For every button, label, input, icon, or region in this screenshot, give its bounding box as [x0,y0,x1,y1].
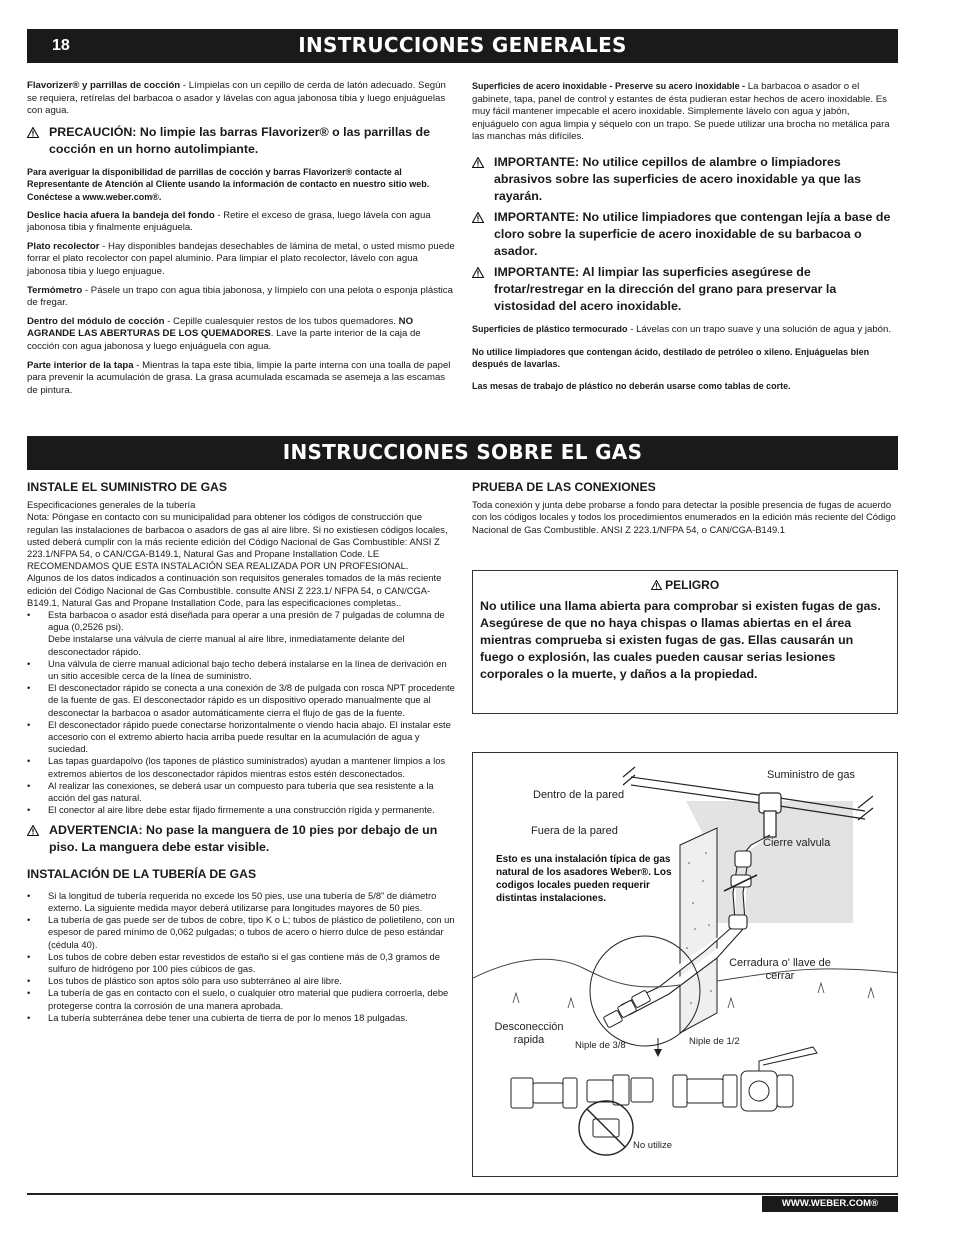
section-title: INSTRUCCIONES SOBRE EL GAS [282,440,643,464]
section-header-gas [27,436,898,470]
hose-coupling [603,990,651,1028]
label-nipple-12: Niple de 1/2 [689,1036,740,1047]
gas-installation-diagram [472,752,898,1177]
paragraph-flavorizer: Flavorizer® y parrillas de cocción - Límpielas con un cepillo de cerda de latón adecuado. Según se requiera, retírelas del barbacoa o asador y lávelas con agua jabonosa tibia y luego enjuáguelas con agua. [27,80,446,117]
warning-triangle-icon [651,580,662,590]
list-item: • La tubería subterránea debe tener una cubierta de tierra de por lo menos 18 pulgadas. [27,1012,455,1024]
bullet-list-supply [27,609,455,816]
list-item: • El desconectador rápido puede conectarse horizontalmente o viendo hacia abajo. El instalar este accesorio con el extremo abierto hacia arriba puede resultar en la acumulación de agua y suciedad. [27,719,455,756]
list-item: • Al realizar las conexiones, se deberá usar un compuesto para tubería que sea resistente a la acción del gas natural. [27,780,455,804]
paragraph-thermometer: Termómetro - Pásele un trapo con agua tibia jabonosa, y límpielo con una pelota o esponja plástica de fregar. [27,284,453,309]
label-gas-supply: Suministro de gas [767,769,856,781]
important-notice-1: IMPORTANTE: No utilice cepillos de alambre o limpiadores abrasivos sobre las superficies de acero inoxidable ya que las rayarán. [472,154,898,205]
list-item: • Las tapas guardapolvo (los tapones de plástico suministrados) ayudan a mantener limpios a los extremos abiertos de los desconectador rápidos mientras estos estén desconectados. [27,755,455,779]
list-item: • Esta barbacoa o asador está diseñada para operar a una presión de 7 pulgadas de columna de agua (0,2526 psi). Debe instalarse una válvula de cierre manual al aire libre, inmediatamente delante del desconectador rápido. [27,609,455,658]
paragraph-lid: Parte interior de la tapa - Mientras la tapa este tibia, limpie la parte interna con una toalla de papel para prevenir la acumulación de grasa. La grasa acumulada escamada se asemeja a las escamas de pintura. [27,359,451,396]
label-shutoff-valve: Cierre valvula [763,837,831,849]
paragraph-worktables: Las mesas de trabajo de plástico no deberán usarse como tablas de corte. [472,380,791,391]
paragraph-tray: Deslice hacia afuera la bandeja del fondo - Retire el exceso de grasa, luego lávela con agua jabonosa tibia y finalmente enjuáguela. [27,209,431,234]
parts-row [511,1047,817,1111]
warning-triangle-icon [27,825,39,836]
installation-illustration [473,753,898,1177]
footer-rule [27,1193,898,1195]
warning-triangle-icon [472,212,484,223]
list-item: • El desconectador rápido se conecta a una conexión de 3/8 de pulgada con rosca NPT procedente de la fuente de gas. El desconectador rápido es un dispositivo operado manualmente que al desconectar la barbacoa o asador automáticamente cierra el flujo de gas de la fuente. [27,682,455,719]
warning-triangle-icon [27,127,39,138]
list-item: • Si la longitud de tubería requerida no excede los 50 pies, use una tubería de 5/8” de diámetro externo. La siguiente medida mayor deberá utilizarse para longitudes mayores de 50 pies. [27,890,455,914]
section-header-general [27,29,898,63]
label-nipple-38: Niple de 3/8 [575,1040,626,1051]
paragraph-test: Toda conexión y junta debe probarse a fondo para detectar la posible presencia de fugas de acuerdo con los códigos locales y todos los procedimientos enumerados en la edición más reciente del Código Nacional de Gas Combustible. ANSI Z 223.1/NFPA 54, o CAN/CGA-B149.1 [472,499,896,535]
warning-notice: ADVERTENCIA: No pase la manguera de 10 pies por debajo de un piso. La manguera debe estar visible. [27,822,455,856]
paragraph-plastic: Superficies de plástico termocurado - Lávelas con un trapo suave y una solución de agua y jabón. [472,323,892,335]
footer-website[interactable]: WWW.WEBER.COM® [762,1196,898,1212]
page-number: 18 [52,37,70,54]
label-do-not-use: No utilize [633,1140,673,1151]
list-item: • La tubería de gas puede ser de tubos de cobre, tipo K o L; tubos de plástico de polietileno, con un espesor de pared mínimo de 0,062 pulgadas; o tubos de acero o hierro dulce de peso estándar (cédula 40). [27,914,455,951]
label-lock-key: Cerradura o' llave de cerrar [729,957,831,982]
warning-triangle-icon [472,267,484,278]
arrow-icon [654,1049,662,1057]
important-notice-3: IMPORTANTE: Al limpiar las superficies asegúrese de frotar/restregar en la dirección del grano para preservar la vistosidad del acero inoxidable. [472,264,898,315]
list-item: • Los tubos de cobre deben estar revestidos de estaño si el gas contiene más de 0,3 gramos de sulfuro de hidrógeno por 100 pies cúbicos de gas. [27,951,455,975]
important-notice-2: IMPORTANTE: No utilice limpiadores que contengan lejía a base de cloro sobre la superficie de acero inoxidable de su barbacoa o asador. [472,209,898,260]
heading-test-connections: PRUEBA DE LAS CONEXIONES [472,480,656,494]
label-quick-disconnect: Desconección rapida [494,1021,564,1046]
danger-box [472,570,898,714]
paragraph-pipe-specs: Especificaciones generales de la tubería Nota: Póngase en contacto con su municipalidad para obtener los códigos de construcción que regulan las instalaciones de barbacoa o asadors de gas al aire libre. Si no existiesen códigos locales, usted deberá cumplir con la más reciente edición del Código Nacional de Gas Combustible: ANSI Z 223.1/NFPA 54, o CAN/CGA-B149.1, Natural Gas and Propane Installation Code. LE RECOMENDAMOS QUE ESTA INSTALACIÓN SEA REALIZADA POR UN PROFESIONAL. Algunos de los datos indicados a continuación son requisitos generales tomados de la más reciente edición del Código Nacional de Gas Combustible. consulte ANSI Z 223.1/ NFPA 54, o CAN/CGA-B149.1, Natural Gas and Propane Installation Code, para las especificaciones completas.. [27,499,448,608]
general-right-column [472,80,898,398]
paragraph-cleaners: No utilice limpiadores que contengan ácido, destilado de petróleo o xileno. Enjuáguelas bien después de lavarlas. [472,346,870,370]
heading-pipe-install: INSTALACIÓN DE LA TUBERÍA DE GAS [27,867,257,882]
general-left-column [27,80,455,403]
danger-heading: PELIGRO [473,578,897,592]
paragraph-availability: Para averiguar la disponibilidad de parrillas de cocción y barras Flavorizer® contacte al Representante de Atención al Cliente usando la información de contacto en nuestro sitio web. Conéctese a www.weber.com®. [27,166,430,202]
section-title: INSTRUCCIONES GENERALES [298,33,627,57]
list-item: • Los tubos de plástico son aptos sólo para uso subterráneo al aire libre. [27,975,455,987]
bullet-list-pipe [27,890,455,1024]
gas-right-column [472,481,898,542]
caution-notice: PRECAUCIÓN: No limpie las barras Flavorizer® o las parrillas de cocción en un horno autolimpiante. [27,124,455,158]
heading-install-supply: INSTALE EL SUMINISTRO DE GAS [27,480,227,494]
label-inside-wall: Dentro de la pared [533,789,625,801]
paragraph-stainless: Superficies de acero inoxidable - Preserve su acero inoxidable - La barbacoa o asador o el gabinete, tapa, panel de control y estantes de ésta pudieran estar hechos de acero inoxidable. Es muy fácil mantener impecable el acero inoxidable. Simplemente lávelo con agua y jabón, enjuáguelo con agua limpia y séquelo con un trapo. Se puede utilizar una brocha no metálica para las manchas más difíciles. [472,81,890,143]
paragraph-drip-pan: Plato recolector - Hay disponibles bandejas desechables de lámina de metal, o usted mismo puede forrar el plato recolector con papel aluminio. Para limpiar el plato recolector, lávelo con agua jabonosa tibia y luego enjuague. [27,240,455,277]
figure-note: Esto es una instalación típica de gas natural de los asadores Weber®. Los codigos locales pueden requerir distintas instalaciones. [496,854,672,904]
list-item: • Una válvula de cierre manual adicional bajo techo deberá instalarse en la línea de derivación en un sitio accesible cerca de la línea de suministro. [27,658,455,682]
list-item: • El conector al aire libre debe estar fijado firmemente a una construcción rígida y permanente. [27,804,455,816]
gas-left-column [27,481,455,1024]
paragraph-cook-box: Dentro del módulo de cocción - Cepille cualesquier restos de los tubos quemadores. NO AGRANDE LAS ABERTURAS DE LOS QUEMADORES. Lave la parte interior de la caja de cocción con agua jabonosa y luego enjuáguela con agua. [27,315,421,352]
list-item: • La tubería de gas en contacto con el suelo, o cualquier otro material que pudiera corroerla, debe protegerse contra la corrosión de una manera aprobada. [27,987,455,1011]
danger-text: No utilice una llama abierta para comprobar si existen fugas de gas. Asegúrese de que no haya chispas o llamas abiertas en el área mientras comprueba si existen fugas de gas. Ellas causarán un fuego o explosión, las cuales pueden causar serias lesiones corporales o la muerte, y daños a la propiedad. [480,599,881,681]
label-outside-wall: Fuera de la pared [531,825,618,837]
warning-triangle-icon [472,157,484,168]
